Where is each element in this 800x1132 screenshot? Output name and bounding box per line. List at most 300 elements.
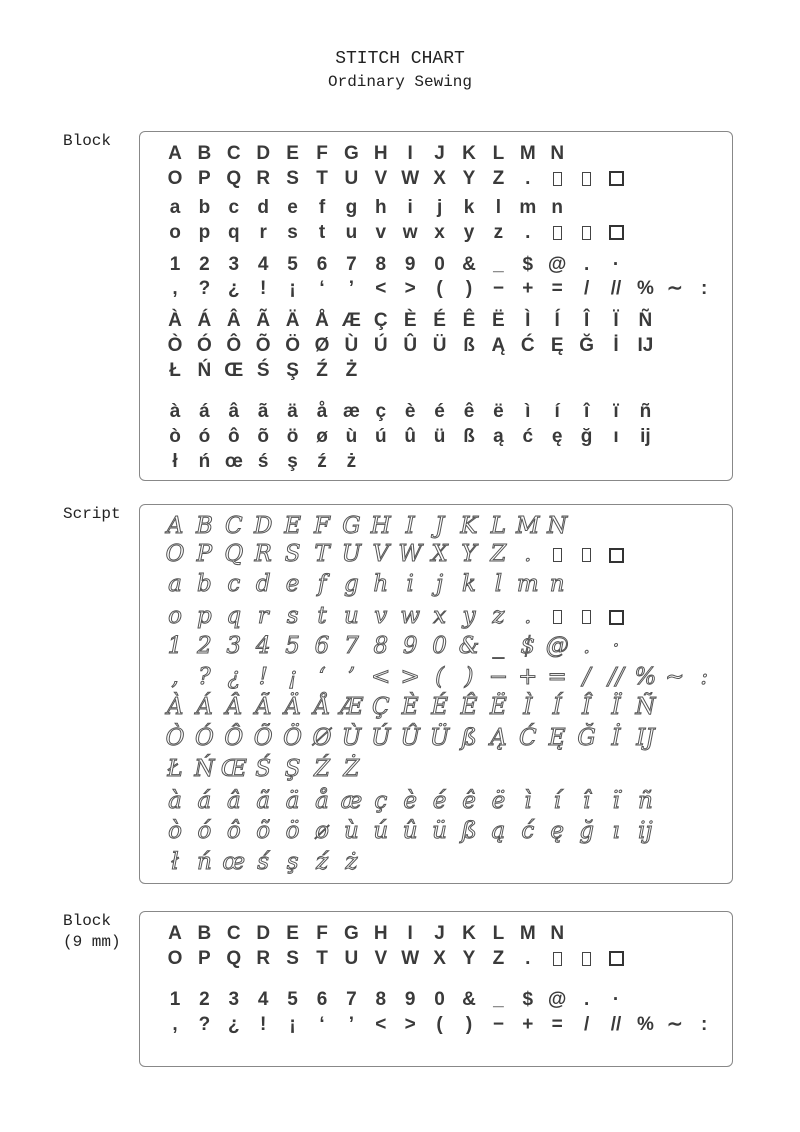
stitch-glyph: Œ: [220, 756, 247, 782]
stitch-glyph: ’: [348, 1014, 355, 1035]
stitch-glyph: Ç: [373, 310, 388, 331]
glyph-row: [140, 308, 730, 334]
stitch-glyph: ø: [315, 818, 329, 844]
square-box-icon: [601, 166, 631, 192]
stitch-glyph: Ä: [285, 310, 300, 331]
stitch-glyph: î: [583, 401, 590, 422]
stitch-glyph: I: [407, 923, 413, 944]
stitch-glyph: r: [259, 222, 267, 243]
stitch-glyph: ı: [613, 426, 619, 447]
stitch-glyph: Y: [462, 948, 476, 969]
stitch-glyph: :: [700, 664, 709, 690]
stitch-glyph: È: [401, 694, 419, 720]
stitch-glyph: 3: [226, 633, 242, 659]
stitch-glyph: m: [516, 571, 539, 597]
stitch-glyph: //: [610, 1014, 622, 1035]
stitch-glyph: +: [518, 664, 538, 690]
stitch-glyph: Ś: [256, 360, 270, 381]
stitch-glyph: ü: [433, 426, 446, 447]
glyph-row: [140, 571, 730, 597]
stitch-glyph: ó: [198, 426, 211, 447]
stitch-glyph: 8: [375, 989, 387, 1010]
stitch-glyph: X: [433, 168, 446, 189]
stitch-glyph: Ü: [429, 725, 450, 751]
stitch-glyph: i: [407, 197, 413, 218]
unknown-character-box-icon: [542, 603, 572, 629]
stitch-glyph: R: [256, 168, 271, 189]
stitch-glyph: q: [226, 603, 242, 629]
stitch-glyph: ż: [346, 451, 357, 472]
stitch-glyph: ,: [172, 278, 178, 299]
stitch-glyph: è: [403, 788, 417, 814]
stitch-glyph: .: [525, 948, 531, 969]
stitch-glyph: %: [636, 278, 654, 299]
stitch-glyph: í: [554, 401, 560, 422]
stitch-glyph: ): [464, 664, 474, 690]
stitch-glyph: ∼: [665, 664, 685, 690]
stitch-glyph: 9: [402, 633, 418, 659]
stitch-glyph: ë: [493, 401, 504, 422]
stitch-glyph: I: [407, 143, 413, 164]
glyph-row: [140, 358, 730, 384]
stitch-glyph: ś: [257, 451, 269, 472]
page-title: STITCH CHART: [335, 49, 465, 69]
stitch-glyph: Í: [554, 310, 560, 331]
stitch-glyph: J: [434, 513, 445, 539]
glyph-row: [140, 987, 730, 1013]
stitch-glyph: é: [432, 788, 447, 814]
stitch-glyph: 2: [199, 254, 210, 275]
stitch-glyph: =: [551, 278, 563, 299]
stitch-glyph: 2: [199, 989, 210, 1010]
stitch-glyph: −: [492, 1014, 504, 1035]
stitch-glyph: Ì: [523, 694, 533, 720]
glyph-row: [140, 513, 730, 539]
stitch-glyph: K: [462, 923, 476, 944]
stitch-glyph: @: [547, 989, 567, 1010]
stitch-glyph: −: [492, 278, 504, 299]
stitch-glyph: J: [434, 923, 445, 944]
stitch-glyph: %: [634, 664, 657, 690]
stitch-glyph: ğ: [579, 818, 594, 844]
panel-block-9mm: [139, 911, 733, 1067]
stitch-glyph: V: [372, 541, 390, 567]
stitch-glyph: r: [257, 603, 269, 629]
stitch-glyph: $: [522, 989, 534, 1010]
stitch-glyph: â: [228, 401, 240, 422]
stitch-glyph: Ç: [371, 694, 390, 720]
stitch-glyph: œ: [224, 451, 243, 472]
stitch-glyph: l: [495, 197, 502, 218]
stitch-glyph: X: [431, 541, 448, 567]
stitch-glyph: N: [550, 143, 565, 164]
stitch-glyph: L: [492, 143, 505, 164]
stitch-glyph: O: [165, 541, 185, 567]
stitch-glyph: k: [462, 571, 476, 597]
stitch-glyph: 9: [404, 989, 416, 1010]
stitch-glyph: c: [228, 197, 240, 218]
stitch-glyph: Ø: [312, 725, 332, 751]
stitch-glyph: O: [167, 948, 183, 969]
stitch-glyph: D: [253, 513, 273, 539]
stitch-glyph: q: [227, 222, 240, 243]
stitch-glyph: İ: [611, 725, 621, 751]
stitch-glyph: g: [344, 571, 359, 597]
stitch-glyph: u: [343, 603, 359, 629]
glyph-row: [140, 725, 730, 751]
stitch-glyph: Í: [552, 694, 562, 720]
glyph-row: [140, 788, 730, 814]
stitch-glyph: ß: [461, 725, 477, 751]
stitch-glyph: ‘: [319, 278, 325, 299]
stitch-glyph: Ź: [316, 360, 328, 381]
stitch-glyph: I: [405, 513, 415, 539]
stitch-glyph: ğ: [580, 426, 593, 447]
square-box-icon: [601, 220, 631, 246]
stitch-glyph: &: [458, 633, 480, 659]
stitch-glyph: Z: [490, 541, 507, 567]
stitch-glyph: é: [434, 401, 445, 422]
stitch-glyph: Ê: [460, 694, 478, 720]
stitch-glyph: >: [404, 1014, 416, 1035]
stitch-glyph: ù: [343, 818, 359, 844]
stitch-glyph: ś: [257, 849, 270, 875]
stitch-glyph: ?: [198, 664, 211, 690]
stitch-glyph: ‘: [318, 664, 326, 690]
stitch-glyph: Ò: [165, 725, 185, 751]
stitch-glyph: v: [374, 603, 388, 629]
stitch-glyph: ,: [172, 1014, 178, 1035]
stitch-glyph: 0: [432, 633, 447, 659]
stitch-glyph: ò: [169, 426, 181, 447]
stitch-glyph: S: [284, 541, 301, 567]
stitch-glyph: f: [318, 197, 326, 218]
stitch-glyph: .: [583, 254, 590, 275]
glyph-row: [140, 252, 730, 278]
stitch-glyph: y: [463, 222, 475, 243]
glyph-row: [140, 664, 730, 690]
stitch-glyph: .: [525, 168, 531, 189]
glyph-row: [140, 333, 730, 359]
stitch-glyph: Â: [225, 694, 243, 720]
stitch-glyph: 8: [375, 254, 387, 275]
stitch-glyph: 1: [169, 254, 181, 275]
stitch-glyph: Ż: [345, 360, 358, 381]
stitch-glyph: ö: [286, 426, 299, 447]
stitch-glyph: c: [227, 571, 241, 597]
stitch-glyph: ’: [348, 278, 355, 299]
stitch-glyph: F: [316, 923, 328, 944]
stitch-glyph: n: [551, 197, 563, 218]
stitch-glyph: d: [257, 197, 269, 218]
stitch-glyph: s: [286, 603, 299, 629]
stitch-glyph: y: [462, 603, 476, 629]
stitch-glyph: W: [398, 541, 422, 567]
stitch-glyph: G: [344, 143, 359, 164]
stitch-glyph: >: [404, 278, 416, 299]
stitch-glyph: T: [314, 541, 330, 567]
stitch-glyph: Ò: [167, 335, 183, 356]
stitch-glyph: _: [493, 254, 504, 275]
stitch-glyph: H: [373, 923, 388, 944]
stitch-glyph: ä: [287, 401, 298, 422]
stitch-glyph: Ì: [525, 310, 531, 331]
stitch-glyph: ä: [285, 788, 300, 814]
glyph-row: [140, 141, 730, 167]
stitch-glyph: g: [345, 197, 358, 218]
stitch-glyph: Ş: [284, 756, 301, 782]
stitch-glyph: o: [169, 222, 181, 243]
unknown-character-box-icon: [542, 946, 572, 972]
stitch-glyph: n: [549, 571, 565, 597]
stitch-glyph: <: [375, 1014, 387, 1035]
stitch-glyph: Ó: [197, 335, 212, 356]
stitch-glyph: Ź: [314, 756, 330, 782]
stitch-glyph: ¿: [227, 664, 240, 690]
stitch-glyph: Õ: [253, 725, 273, 751]
stitch-glyph: Ë: [492, 310, 505, 331]
stitch-glyph: ç: [375, 401, 387, 422]
glyph-row: [140, 276, 730, 302]
stitch-glyph: ù: [345, 426, 358, 447]
stitch-glyph: ?: [198, 278, 211, 299]
stitch-glyph: /: [583, 278, 590, 299]
stitch-glyph: Ğ: [579, 335, 594, 356]
stitch-glyph: ó: [197, 818, 212, 844]
stitch-glyph: ą: [491, 818, 506, 844]
stitch-glyph: Y: [461, 541, 477, 567]
stitch-glyph: Ã: [256, 310, 271, 331]
section-label-block: Block: [63, 132, 112, 150]
stitch-glyph: ş: [287, 451, 298, 472]
stitch-glyph: V: [374, 168, 388, 189]
unknown-character-box-icon: [572, 946, 602, 972]
stitch-glyph: Ô: [226, 335, 242, 356]
stitch-glyph: ô: [227, 426, 240, 447]
stitch-glyph: É: [433, 310, 446, 331]
panel-block: [139, 131, 733, 481]
glyph-row: [140, 921, 730, 947]
stitch-glyph: ß: [463, 426, 475, 447]
stitch-glyph: .: [524, 603, 532, 629]
stitch-glyph: À: [168, 310, 182, 331]
glyph-row: [140, 166, 730, 192]
stitch-glyph: ç: [374, 788, 388, 814]
stitch-glyph: ·: [612, 254, 620, 275]
stitch-glyph: u: [345, 222, 358, 243]
stitch-glyph: M: [519, 143, 536, 164]
stitch-glyph: F: [316, 143, 328, 164]
stitch-glyph: &: [462, 254, 476, 275]
stitch-glyph: 6: [316, 989, 328, 1010]
stitch-glyph: −: [488, 664, 509, 690]
stitch-glyph: ij: [640, 426, 651, 447]
stitch-glyph: ij: [638, 818, 653, 844]
glyph-row: [140, 424, 730, 450]
unknown-character-box-icon: [542, 220, 572, 246]
stitch-glyph: 3: [228, 989, 240, 1010]
stitch-glyph: 7: [346, 989, 357, 1010]
stitch-glyph: ê: [463, 401, 475, 422]
stitch-glyph: ı: [612, 818, 620, 844]
stitch-glyph: ¿: [227, 278, 240, 299]
stitch-glyph: è: [404, 401, 416, 422]
stitch-glyph: @: [545, 633, 569, 659]
stitch-glyph: IJ: [636, 725, 655, 751]
stitch-glyph: ∼: [666, 278, 683, 299]
stitch-glyph: e: [285, 571, 300, 597]
stitch-glyph: h: [374, 197, 387, 218]
stitch-glyph: Ê: [462, 310, 476, 331]
stitch-glyph: b: [198, 197, 211, 218]
stitch-glyph: Ú: [373, 335, 388, 356]
stitch-glyph: 7: [346, 254, 357, 275]
stitch-glyph: Ą: [490, 725, 507, 751]
stitch-glyph: Q: [226, 948, 242, 969]
stitch-glyph: E: [284, 513, 301, 539]
stitch-glyph: A: [168, 143, 182, 164]
stitch-glyph: æ: [342, 401, 360, 422]
stitch-glyph: _: [493, 989, 504, 1010]
stitch-glyph: Ü: [432, 335, 447, 356]
stitch-glyph: S: [286, 168, 299, 189]
stitch-glyph: æ: [340, 788, 363, 814]
stitch-glyph: 0: [434, 989, 445, 1010]
stitch-glyph: <: [375, 278, 387, 299]
stitch-glyph: õ: [256, 818, 271, 844]
stitch-glyph: C: [224, 513, 243, 539]
stitch-glyph: ć: [522, 426, 534, 447]
glyph-row: [140, 220, 730, 246]
stitch-glyph: i: [406, 571, 414, 597]
stitch-glyph: Ã: [254, 694, 272, 720]
stitch-glyph: _: [492, 633, 505, 659]
stitch-glyph: L: [490, 513, 507, 539]
stitch-glyph: Ù: [344, 335, 359, 356]
stitch-glyph: H: [373, 143, 388, 164]
stitch-glyph: Ć: [518, 725, 537, 751]
stitch-glyph: í: [553, 788, 561, 814]
stitch-glyph: ∼: [666, 1014, 683, 1035]
stitch-glyph: =: [547, 664, 567, 690]
stitch-glyph: Ł: [169, 360, 181, 381]
stitch-glyph: ï: [612, 788, 620, 814]
stitch-glyph: R: [254, 541, 272, 567]
stitch-glyph: ·: [612, 989, 620, 1010]
stitch-glyph: ê: [462, 788, 476, 814]
stitch-glyph: É: [431, 694, 448, 720]
stitch-glyph: <: [371, 664, 391, 690]
stitch-glyph: B: [197, 143, 212, 164]
stitch-glyph: ß: [461, 818, 477, 844]
stitch-glyph: Õ: [255, 335, 271, 356]
stitch-glyph: .: [525, 222, 531, 243]
glyph-row: [140, 818, 730, 844]
unknown-character-box-icon: [572, 541, 602, 567]
stitch-glyph: å: [315, 788, 329, 814]
stitch-glyph: t: [318, 222, 326, 243]
stitch-glyph: ¡: [289, 278, 296, 299]
stitch-glyph: C: [226, 923, 241, 944]
square-box-icon: [601, 541, 631, 567]
stitch-glyph: ‘: [319, 1014, 325, 1035]
stitch-glyph: A: [168, 923, 182, 944]
stitch-glyph: //: [610, 278, 622, 299]
stitch-glyph: Î: [582, 694, 592, 720]
stitch-glyph: ò: [168, 818, 182, 844]
stitch-glyph: /: [583, 1014, 590, 1035]
stitch-glyph: p: [198, 222, 211, 243]
stitch-glyph: ¡: [289, 1014, 296, 1035]
stitch-glyph: Á: [197, 310, 212, 331]
stitch-glyph: M: [519, 923, 536, 944]
stitch-glyph: j: [436, 197, 443, 218]
stitch-glyph: 5: [287, 254, 298, 275]
stitch-glyph: N: [547, 513, 568, 539]
stitch-glyph: !: [258, 664, 268, 690]
stitch-glyph: Â: [226, 310, 241, 331]
stitch-glyph: Ć: [520, 335, 535, 356]
stitch-glyph: ź: [315, 849, 329, 875]
stitch-glyph: D: [256, 143, 271, 164]
stitch-glyph: R: [256, 948, 271, 969]
stitch-glyph: IJ: [637, 335, 654, 356]
stitch-glyph: ę: [550, 818, 564, 844]
stitch-glyph: î: [582, 788, 591, 814]
stitch-glyph: Ń: [197, 360, 212, 381]
stitch-glyph: .: [583, 989, 590, 1010]
stitch-glyph: Á: [196, 694, 213, 720]
stitch-glyph: b: [197, 571, 212, 597]
stitch-glyph: ń: [196, 849, 212, 875]
stitch-glyph: Î: [583, 310, 590, 331]
stitch-glyph: İ: [613, 335, 619, 356]
stitch-glyph: û: [404, 426, 416, 447]
stitch-glyph: :: [701, 278, 708, 299]
glyph-row: [140, 849, 730, 875]
unknown-character-box-icon: [542, 166, 572, 192]
stitch-glyph: P: [198, 168, 211, 189]
stitch-glyph: /: [582, 664, 591, 690]
stitch-glyph: @: [547, 254, 567, 275]
stitch-glyph: ã: [256, 788, 271, 814]
stitch-glyph: 0: [434, 254, 445, 275]
stitch-glyph: L: [492, 923, 505, 944]
stitch-glyph: Ą: [491, 335, 506, 356]
square-box-icon: [601, 946, 631, 972]
stitch-glyph: á: [197, 788, 212, 814]
stitch-glyph: á: [199, 401, 210, 422]
glyph-row: [140, 946, 730, 972]
stitch-glyph: G: [342, 513, 361, 539]
stitch-glyph: ø: [316, 426, 328, 447]
stitch-glyph: W: [401, 948, 420, 969]
stitch-glyph: (: [435, 664, 445, 690]
stitch-glyph: >: [400, 664, 420, 690]
stitch-glyph: å: [316, 401, 328, 422]
glyph-row: [140, 399, 730, 425]
stitch-glyph: Ş: [286, 360, 299, 381]
stitch-glyph: //: [608, 664, 624, 690]
stitch-glyph: l: [494, 571, 503, 597]
stitch-glyph: ł: [172, 451, 178, 472]
stitch-glyph: O: [167, 168, 183, 189]
stitch-glyph: P: [198, 948, 211, 969]
stitch-glyph: T: [316, 948, 328, 969]
stitch-glyph: Y: [462, 168, 476, 189]
stitch-glyph: ñ: [639, 401, 652, 422]
stitch-glyph: œ: [222, 849, 246, 875]
